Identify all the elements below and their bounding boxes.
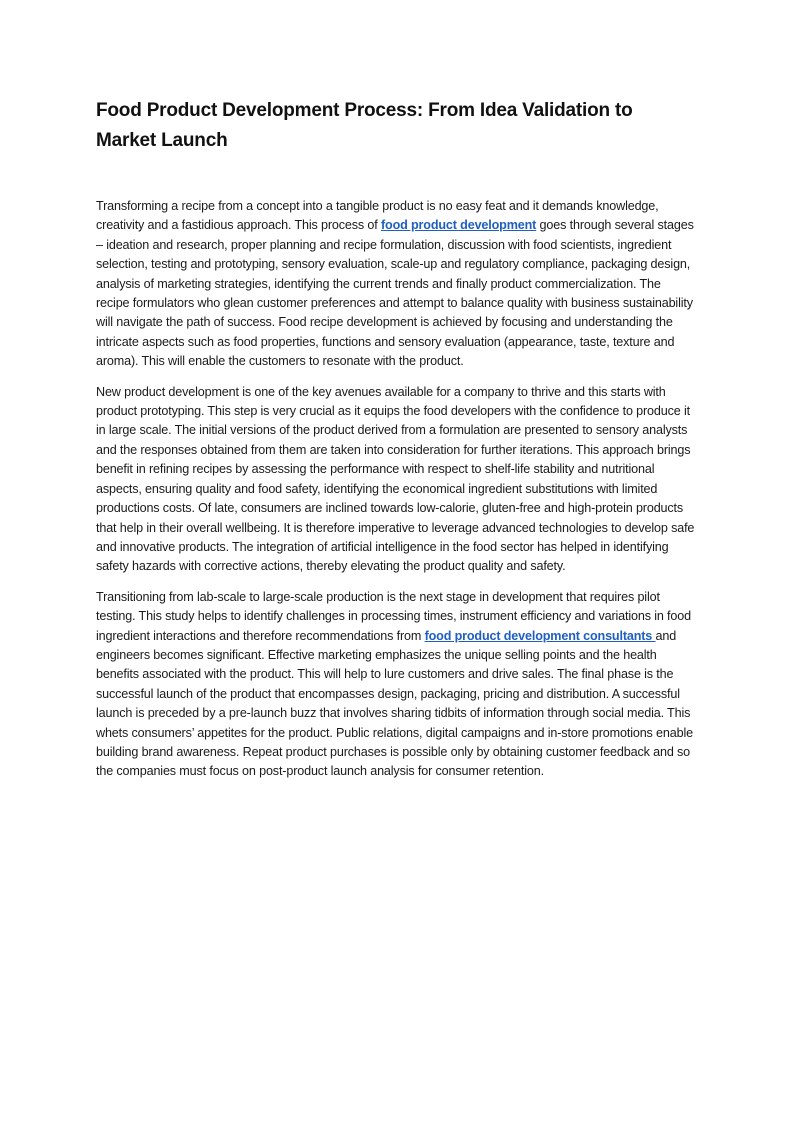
paragraph-intro-text-after: goes through several stages – ideation and research, proper planning and recipe formulation, discussion with food scientists, ingredient selection, testing and prototyping, sensory evaluation, scale-up and regulatory compliance, packaging design, analysis of marketing strategies, identifying the current trends and finally product commercialization. The recipe formulators who glean customer preferences and attempt to balance quality with business sustainability will navigate the path of success. Food recipe development is achieved by focusing and understanding the intricate aspects such as food properties, functions and sensory evaluation (appearance, taste, texture and aroma). This will enable the customers to resonate with the product. — [96, 218, 694, 369]
paragraph-prototyping: New product development is one of the key avenues available for a company to thrive and this starts with product prototyping. This step is very crucial as it equips the food developers with the confidence to produce it in large scale. The initial versions of the product derived from a formulation are presented to sensory analysts and the responses obtained from them are taken into consideration for further iterations. This approach brings benefit in refining recipes by assessing the performance with respect to shelf-life stability and nutritional aspects, ensuring quality and food safety, identifying the economical ingredient substitutions with limited productions costs. Of late, consumers are inclined towards low-calorie, gluten-free and high-protein products that help in their overall wellbeing. It is therefore imperative to leverage advanced technologies to develop safe and innovative products. The integration of artificial intelligence in the food sector has helped in identifying safety hazards with corrective actions, thereby elevating the product quality and safety. — [96, 384, 695, 574]
food-product-development-consultants-link[interactable]: food product development consultants — [424, 628, 656, 643]
paragraph-scale-up-text-after: and engineers becomes significant. Effective marketing emphasizes the unique selling points and the health benefits associated with the product. This will help to lure customers and drive sales. The final phase is the successful launch of the product that encompasses design, packaging, pricing and distribution. A successful launch is preceded by a pre-launch buzz that involves sharing tidbits of information through social media. This whets consumers’ appetites for the product. Public relations, digital campaigns and in-store promotions enable building brand awareness. Repeat product purchases is possible only by obtaining customer feedback and so the companies must focus on post-product launch analysis for consumer retention. — [96, 628, 693, 779]
document-page — [96, 96, 696, 793]
paragraph-scale-up-text-before: Transitioning from lab-scale to large-scale production is the next stage in development that requires pilot testing. This study helps to identify challenges in processing times, instrument efficiency and variations in food ingredient interactions and therefore recommendations from — [96, 589, 691, 643]
food-product-development-link[interactable]: food product development — [380, 218, 537, 233]
paragraph-intro — [96, 197, 696, 372]
paragraph-scale-up — [96, 588, 696, 782]
paragraph-intro-text-before: Transforming a recipe from a concept into a tangible product is no easy feat and it demands knowledge, creativity and a fastidious approach. This process of — [96, 199, 659, 233]
page-title: Food Product Development Process: From Idea Validation to Market Launch — [96, 100, 633, 151]
